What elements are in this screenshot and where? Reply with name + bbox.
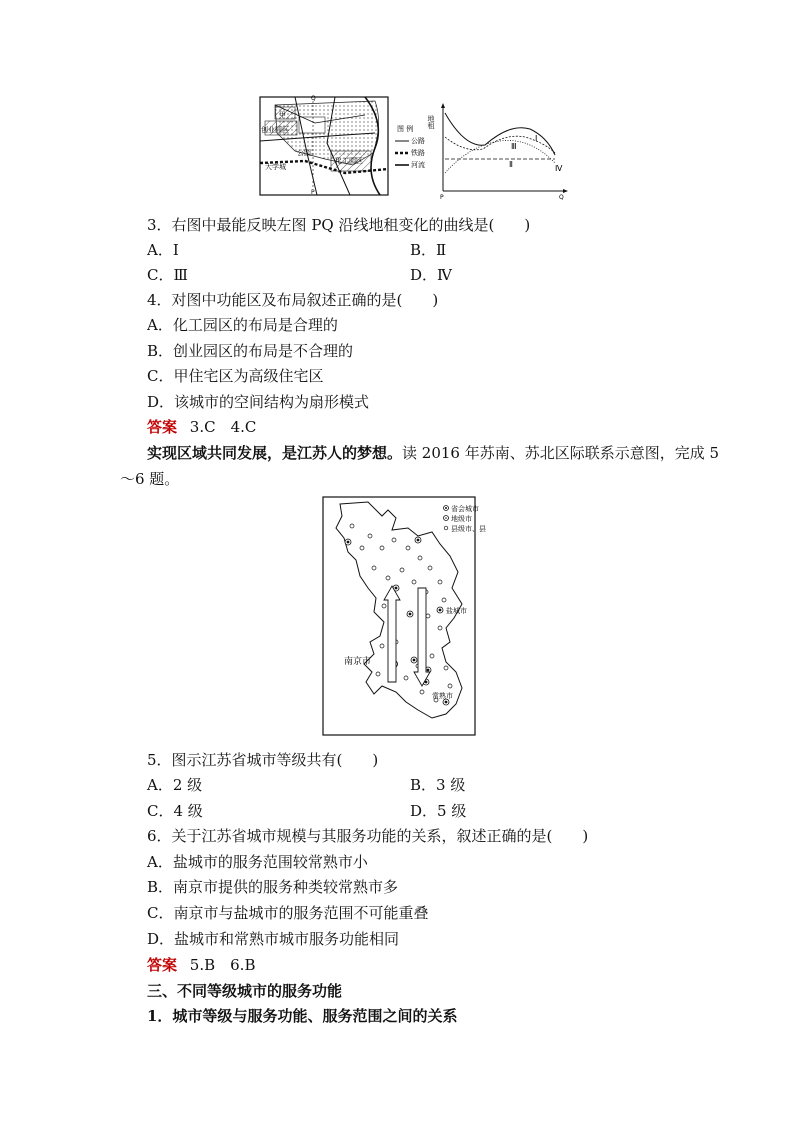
- answer-1: [147, 417, 256, 437]
- answer-1-label: 答案: [147, 418, 178, 436]
- intro-line-1: [147, 443, 719, 463]
- q5-option-b: B．3 级: [410, 776, 466, 794]
- q5-option-c: C．4 级: [147, 802, 203, 820]
- curve-3: [445, 136, 555, 153]
- curve-4: [445, 140, 555, 173]
- answer-1-text: 3.C 4.C: [189, 418, 257, 436]
- answer-2: [147, 955, 255, 975]
- legend-prefecture-label: 地级市: [451, 515, 472, 523]
- q4-option-d: D．该城市的空间结构为扇形模式: [147, 393, 370, 411]
- city-function-zone-figure: [255, 93, 570, 201]
- q4-option-b: B．创业园区的布局是不合理的: [147, 342, 354, 360]
- q3-option-b: B．Ⅱ: [410, 241, 447, 259]
- label-zone-park: 公园: [297, 149, 311, 157]
- jiangsu-map-figure: [322, 496, 486, 736]
- graph-ylabel: 地租: [427, 115, 435, 129]
- legend-county-label: 县级市、县: [451, 525, 486, 533]
- legend-highway-label: 公路: [411, 137, 425, 145]
- q6-stem: 6．关于江苏省城市规模与其服务功能的关系，叙述正确的是( ): [147, 827, 589, 845]
- label-zone-chemical: 化工园区: [335, 157, 363, 165]
- curve-2-label: Ⅱ: [509, 160, 513, 169]
- jiangsu-region-map: [322, 496, 486, 736]
- label-point-q: Q: [311, 95, 316, 102]
- q5-stem: 5．图示江苏省城市等级共有( ): [147, 751, 379, 769]
- q6-option-d: D．盐城市和常熟市城市服务功能相同: [147, 930, 400, 948]
- legend-provincial-label: 省会城市: [451, 505, 479, 513]
- q3-option-c: C．Ⅲ: [147, 266, 188, 284]
- answer-2-text: 5.B 6.B: [189, 956, 256, 974]
- section-subheading: 1．城市等级与服务功能、服务范围之间的关系: [147, 1007, 458, 1025]
- label-yancheng: 盐城市: [446, 607, 467, 615]
- q4-option-a: A．化工园区的布局是合理的: [147, 316, 338, 334]
- intro-bold: 实现区域共同发展，是江苏人的梦想。: [147, 444, 403, 462]
- intro-line-2: ～6 题。: [120, 470, 180, 488]
- q4-stem: 4．对图中功能区及布局叙述正确的是( ): [147, 291, 439, 309]
- answer-2-label: 答案: [147, 956, 178, 974]
- curve-3-label: Ⅲ: [511, 142, 517, 151]
- legend-river-label: 河流: [411, 161, 425, 169]
- section-heading: 三、不同等级城市的服务功能: [147, 982, 343, 1000]
- q6-option-b: B．南京市提供的服务种类较常熟市多: [147, 878, 399, 896]
- label-point-p: P: [311, 189, 315, 196]
- legend-railway-label: 铁路: [411, 149, 425, 157]
- curve-1-label: Ⅰ: [535, 134, 538, 143]
- q3-option-a: A．Ⅰ: [147, 241, 179, 259]
- zone-core: [299, 117, 325, 133]
- label-changshu: 常熟市: [432, 692, 453, 700]
- intro-rest: 读 2016 年苏南、苏北区际联系示意图，完成 5: [402, 444, 720, 462]
- q6-option-c: C．南京市与盐城市的服务范围不可能重叠: [147, 904, 429, 922]
- q4-option-c: C．甲住宅区为高级住宅区: [147, 367, 324, 385]
- curve-4-label: Ⅳ: [555, 164, 563, 173]
- q5-option-d: D．5 级: [410, 802, 467, 820]
- legend-title: 图 例: [397, 125, 414, 133]
- q5-option-a: A．2 级: [147, 776, 203, 794]
- curve-1: [445, 113, 555, 155]
- q6-option-a: A．盐城市的服务范围较常熟市小: [147, 853, 368, 871]
- label-zone-chuangye: 创业园区: [261, 126, 289, 134]
- city-map-and-rent-graph: [255, 93, 570, 201]
- graph-xlabel-q: Q: [559, 194, 564, 201]
- label-nanjing: 南京市: [344, 657, 372, 667]
- q3-option-d: D．Ⅳ: [410, 266, 453, 284]
- graph-xlabel-p: P: [440, 194, 444, 201]
- label-zone-university: 大学城: [265, 163, 286, 171]
- q3-stem: 3．右图中最能反映左图 PQ 沿线地租变化的曲线是( ): [147, 216, 531, 234]
- label-zone-jia: 甲: [279, 111, 286, 119]
